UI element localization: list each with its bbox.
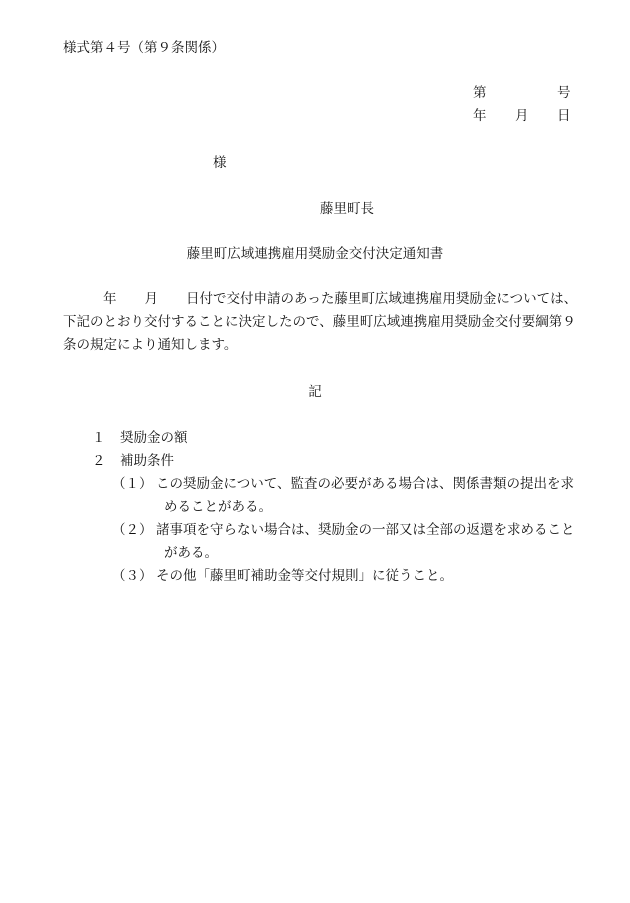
list-item (92, 427, 592, 450)
date-day: 日 (557, 108, 571, 124)
list-item (92, 450, 592, 473)
item-number: ２ (92, 453, 106, 469)
document-number-suffix: 号 (557, 85, 571, 101)
body-month: 月 (144, 291, 158, 307)
condition-line-1: この奨励金について、監査の必要がある場合は、関係書類の提出を求 (156, 476, 574, 492)
condition-number: （３） (112, 568, 153, 584)
addressee: 様 (213, 155, 227, 171)
item-label: 奨励金の額 (120, 430, 188, 446)
body-line-2: 下記のとおり交付することに決定したので、藤里町広域連携雇用奨励金交付要綱第９ (63, 314, 576, 330)
body-paragraph (63, 288, 585, 357)
date-month: 月 (515, 108, 529, 124)
body-year: 年 (103, 291, 117, 307)
item-list (92, 427, 592, 588)
body-line-1-rest: 日付で交付申請のあった藤里町広域連携雇用奨励金については、 (186, 291, 578, 307)
date-year: 年 (473, 108, 487, 124)
condition-item (112, 565, 592, 588)
condition-line-2: がある。 (164, 545, 218, 561)
item-number: １ (92, 430, 106, 446)
document-title: 藤里町広域連携雇用奨励金交付決定通知書 (186, 246, 444, 262)
condition-item (112, 519, 592, 565)
form-number: 様式第４号（第９条関係） (63, 40, 225, 56)
body-line-3: 条の規定により通知します。 (63, 337, 238, 353)
condition-item (112, 473, 592, 519)
condition-line-2: めることがある。 (164, 499, 272, 515)
document-number-prefix: 第 (473, 85, 487, 101)
condition-number: （１） (112, 476, 153, 492)
item-label: 補助条件 (120, 453, 174, 469)
condition-line-1: その他「藤里町補助金等交付規則」に従うこと。 (156, 568, 453, 584)
condition-number: （２） (112, 522, 153, 538)
ki-heading: 記 (308, 384, 322, 400)
condition-line-1: 諸事項を守らない場合は、奨励金の一部又は全部の返還を求めること (156, 522, 575, 538)
sender: 藤里町長 (320, 201, 374, 217)
body-line-1 (63, 288, 585, 311)
